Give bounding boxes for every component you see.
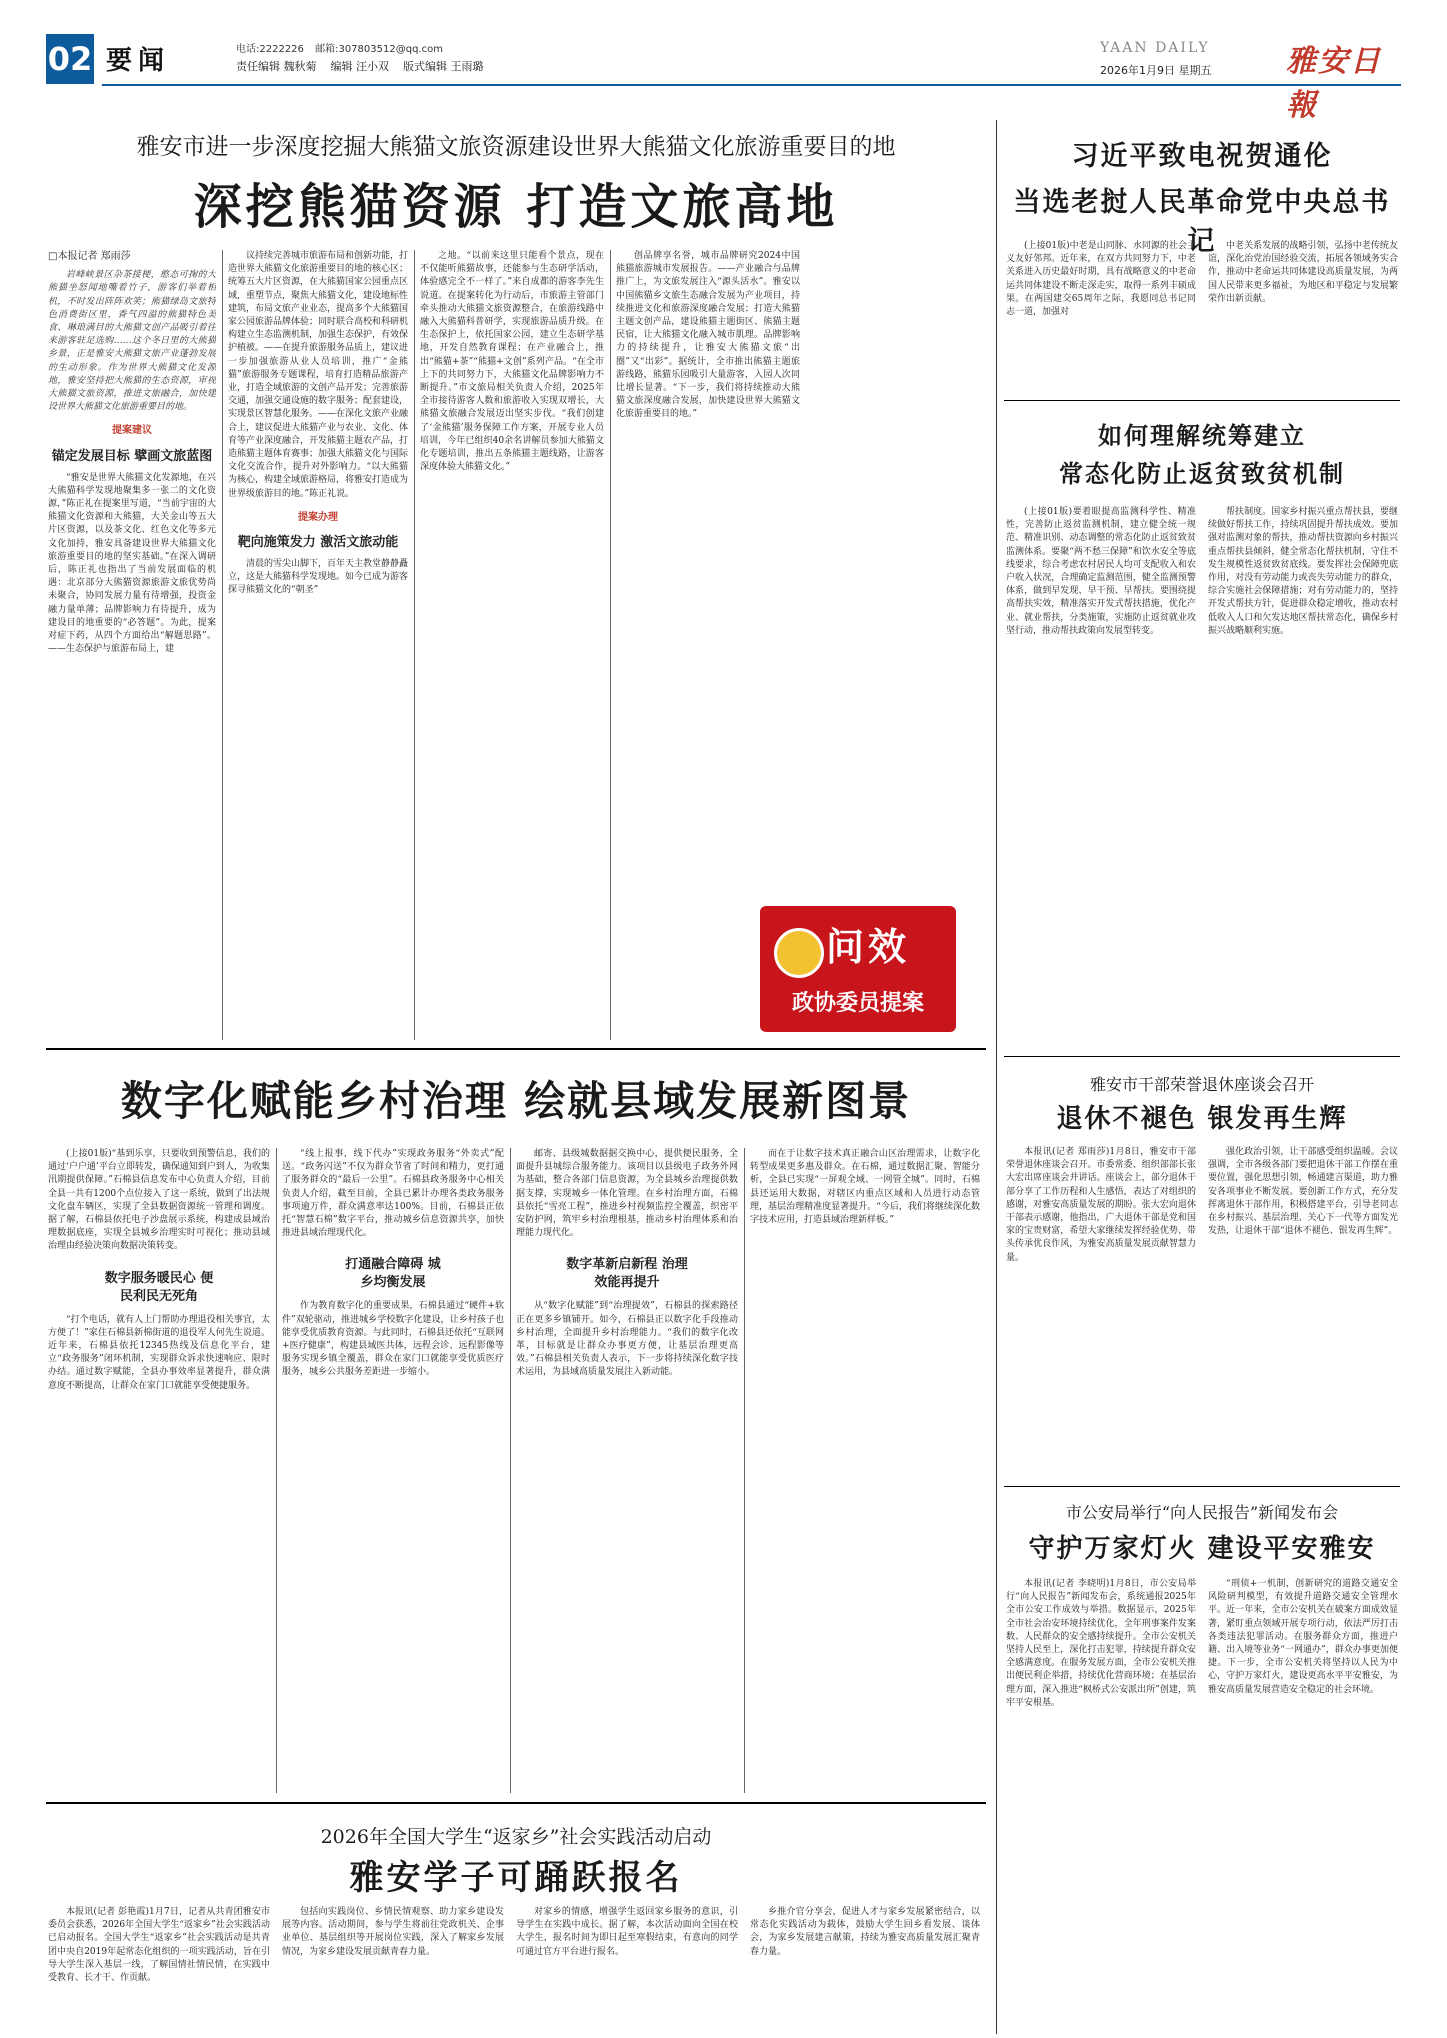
lead-col1-body: “雅安是世界大熊猫文化发源地，在兴大熊猫科学发现地聚集多一张二的文化资源，”陈正礼在提案里写道，“当前宇宙的大熊猫文化资源和大熊猫，大关金山等五大片区资源，以及茶文化、红色文化等多元文化加持，雅安具备建设世界大熊猫文化旅游重要目的地的坚实基础。”在深入调研后，陈正礼也指出了当前发展面临的机遇：北京部分大熊猫资源旅游文旅优势尚未聚合，协同发展力量有待增强，投资金融力量单薄；品牌影响力有待提升，成为建设目的地重要的“必答题”。为此，提案对症下药，从四个方面给出“解题思路”。——生态保护与旅游布局上，建 (48, 472, 216, 655)
lead-col-1 (48, 250, 216, 1040)
side1-body-b: 中老关系发展的战略引领，弘扬中老传统友谊，深化治党治国经验交流，拓展各领域务实合作，推动中老命运共同体建设高质量发展，为两国人民带来更多福祉，为地区和平稳定与发展繁荣作出新贡献。 (1208, 241, 1398, 304)
digital-headline: 数字化赋能乡村治理 绘就县域发展新图景 (120, 1077, 912, 1125)
lead-sub2-title: 靶向施策发力 激活文旅动能 (237, 535, 399, 551)
divider (46, 1048, 986, 1050)
lead-intro: 岩峰峡景区杂茶接梗，憨态可掬的大熊猫坐怒闻地嘴着竹子，游客们举着相机，不时发出阵阵欢笑；熊猫绿岛文旅特色消费街区里，香气四溢的熊猫特色美食、琳琅满目的大熊猫文创产品吸引着往来游客驻足选购……这个冬日里的大熊猫乡景，正是雅安大熊猫文旅产业蓬勃发展的生动形象。作为世界大熊猫文化发源地，雅安坚持把大熊猫的生态资源，审视大熊猫文旅资源，推进文旅融合，加快建设世界大熊猫文化旅游重要目的地。 (48, 270, 216, 413)
police-body-b: “刑侦+一机制，创新研究的道路交通安全风险研判模型，有效提升道路交通安全管理水平。近一年来，全市公安机关在破案方面成效显著，紧盯重点领域开展专项行动，依法严厉打击各类违法犯罪活动。在服务群众方面，推进户籍、出入境等业务“一网通办”，群众办事更加便捷。下一步，全市公安机关将坚持以人民为中心，守护万家灯火，建设更高水平平安雅安，为雅安高质量发展营造安全稳定的社会环境。 (1208, 1579, 1398, 1695)
masthead (46, 34, 1401, 123)
retire-col-a (1006, 1146, 1196, 1476)
lead-col3-body: 之地。“以前来这里只能看个景点，现在不仅能听熊猫故事，还能参与生态研学活动，体验感完全不一样了。”来自成都的游客李先生说道。在提案转化为行动后，市旅游主管部门牵头推动大熊猫文旅资源整合，在旅游线路中融入大熊猫科普研学，实现旅游品质升级。在生态保护上，依托国家公园，建立生态研学基地，开发自然教育课程；在产业融合上，推出“熊猫+茶”“熊猫+文创”系列产品。“在全市上下的共同努力下，大熊猫文化品牌影响力不断提升。”市文旅局相关负责人介绍，2025年全市接待游客人数和旅游收入实现双增长，大熊猫文旅融合发展迈出坚实步伐。“我们创建了‘金熊猫’服务保障工作方案，开展专业人员培训，今年已组织40余名讲解员参加大熊猫文化专题培训，推出五条熊猫主题线路，让游客深度体验大熊猫文化。” (420, 251, 604, 473)
side2-body-b: 帮扶制度。国家乡村振兴重点帮扶县，要继续做好帮扶工作，持续巩固提升帮扶成效。要加强对监测对象的帮扶，推动帮扶资源向乡村振兴重点帮扶县倾斜，健全常态化帮扶机制，守住不发生规模性返贫致贫底线。要发挥社会保障兜底作用，对没有劳动能力或丧失劳动能力的群众，综合实施社会保障措施；对有劳动能力的，坚持开发式帮扶方针，促进群众稳定增收，推动农村低收入人口和欠发达地区帮扶常态化，确保乡村振兴战略顺利实施。 (1208, 507, 1398, 636)
divider (744, 1148, 745, 1793)
side1-title-2: 当选老挝人民革命党中央总书记 (1013, 187, 1391, 257)
section-name: 要闻 (106, 46, 171, 76)
badge-subtitle: 政协委员提案 (791, 991, 924, 1016)
divider (222, 250, 223, 1040)
digital-col4-body: 而在于让数字技术真正融合山区治理需求，让数字化转型成果更多惠及群众。在石棉，通过数据汇聚、智能分析，全县已实现“一屏观全域、一网管全城”。同时，石棉县还运用大数据，对辖区内重点区域和人员进行动态管理，基层治理精准度显著提升。“今后，我们将继续深化数字技术应用，打造县域治理新样板。” (750, 1149, 980, 1226)
lead-sub2-label: 提案办理 (298, 511, 338, 523)
police-kicker: 市公安局举行“向人民报告”新闻发布会 (1065, 1503, 1339, 1522)
divider (1004, 1056, 1400, 1057)
side2-title-1: 如何理解统筹建立 (1098, 422, 1306, 450)
side2-col-a (1006, 506, 1196, 1046)
divider (414, 250, 415, 1040)
digital-sub1: 数字服务暖民心 便民利民无死角 (104, 1270, 214, 1304)
divider (610, 250, 611, 1040)
digital-col1-body: (上接01版)“基到乐享，只要收到预警信息，我们的通过‘户户通’平台立即转发，确保通知到户到人，为收集汛期提供保障。”石棉县信息发布中心负责人介绍，目前全县一共有1200个点位接入了这一系统，做到了出法规文化盘车辆区，实现了全县数据资源统一管理和调度。据了解，石棉县依托电子沙盘展示系统，构建成县域治理数据底座，实现全县城乡治理实时可视化；推动县域治理由经验决策向数据决策转变。 (48, 1149, 270, 1252)
lead-col4-body: 创品牌享名誉，城市品牌研究2024中国熊猫旅游城市发展报告。——产业融合与品牌推广上，为文旅发展注入“源头活水”。雅安以中国熊猫乡文旅生态融合发展为产业项目，持续推进文化和旅游深度融合发展；打造大熊猫主题文创产品，建设熊猫主题街区、熊猫主题民宿，让大熊猫文化融入城市肌理。品牌影响力的持续提升，让雅安大熊猫文旅“出圈”又“出彩”。据统计，全市推出熊猫主题旅游线路，熊猫乐园吸引大量游客，入园人次同比增长显著。“下一步，我们将持续推动大熊猫文旅深度融合发展，加快建设世界大熊猫文化旅游重要目的地。” (616, 251, 800, 420)
digital-col3-body: 邮寄、县级城数据据交换中心，提供便民服务，全面提升县城综合服务能力。该项目以县级电子政务外网为基础，整合各部门信息资源，为全县城乡治理提供数据支撑，实现城乡一体化管理。在乡村治理方面，石棉县依托“雪亮工程”，推进乡村视频监控全覆盖，织密平安防护网，筑牢乡村治理根基，推动乡村治理体系和治理能力现代化。 (516, 1149, 738, 1239)
paper-logo: 雅安日報 (1286, 44, 1382, 123)
digital-col2b-body: 作为教育数字化的重要成果，石棉县通过“硬件+软件”双轮驱动，推进城乡学校数字化建设，让乡村孩子也能享受优质教育资源。与此同时，石棉县还依托“互联网+医疗健康”，构建县域医共体，远程会诊、远程影像等服务实现乡镇全覆盖，群众在家门口就能享受优质医疗服务，城乡公共服务差距进一步缩小。 (282, 1301, 504, 1378)
side2-col-b (1208, 506, 1398, 1046)
side2-body-a: (上接01版)要着眼提高监测科学性、精准性，完善防止返贫监测机制，建立健全统一规范、精准识别、动态调整的常态化防止返贫致贫监测体系。要聚“两不愁三保障”和饮水安全等底线要求，综合考虑农村居民人均可支配收入和农户收入状况，合理确定监测范围，健全监测预警体系，做到早发现、早干预、早帮扶。要围绕提高帮扶实效，精准落实开发式帮扶措施，优化产业、就业帮扶，分类施策，实施防止返贫就业攻坚行动，推动帮扶政策向发展型转变。 (1006, 507, 1196, 636)
student-col1-body: 本报讯(记者 彭艳霞)1月7日，记者从共青团雅安市委员会获悉，2026年全国大学生“返家乡”社会实践活动已启动报名。全国大学生“返家乡”社会实践活动是共青团中央自2019年起常态化组织的一项实践活动，旨在引导大学生深入基层一线，了解国情社情民情，在实践中受教育、长才干、作贡献。 (48, 1907, 270, 1984)
digital-sub3: 数字革新启新程 治理效能再提升 (566, 1257, 688, 1291)
student-headline: 雅安学子可踊跃报名 (349, 1858, 683, 1898)
lead-col-4 (616, 250, 800, 890)
lead-sub1-label: 提案建议 (112, 425, 152, 437)
digital-col2-body: “线上报事，线下代办”实现政务服务“外卖式”配送。“政务闪送”不仅为群众节省了时间和精力，更打通了服务群众的“最后一公里”。石棉县政务服务中心相关负责人介绍，截至目前，全县已累计办理各类政务服务事项逾万件，群众满意率达100%。目前，石棉县正依托“智慧石棉”数字平台，推动城乡信息资源共享，加快推进县域治理现代化。 (282, 1149, 504, 1239)
student-col-4 (750, 1906, 980, 2034)
student-col-3 (516, 1906, 738, 2034)
digital-col3b-body: 从“数字化赋能”到“治理提效”，石棉县的探索路径正在更多乡镇铺开。如今，石棉县正以数字化手段推动乡村治理，全面提升乡村治理能力。“我们的数字化改革，目标就是让群众办事更方便，让基层治理更高效。”石棉县相关负责人表示，下一步将持续深化数字技术运用，为县域高质量发展注入新动能。 (516, 1301, 738, 1378)
lead-sub1-title: 锚定发展目标 擘画文旅蓝图 (51, 448, 213, 464)
divider (276, 1148, 277, 1793)
lead-col-2 (228, 250, 408, 1040)
student-col3-body: 对家乡的情感，增强学生返回家乡服务的意识，引导学生在实践中成长。据了解，本次活动面向全国在校大学生，报名时间为即日起至寒假结束，有意向的同学可通过官方平台进行报名。 (516, 1907, 738, 1957)
lead-col2-body: 议持续完善城市旅游布局和创新功能，打造世界大熊猫文化旅游重要目的地的核心区；统筹五大片区资源，在大熊猫国家公园重点区域，重塑节点，聚焦大熊猫文化，建设地标性建筑，布局文旅产业业态，提高多个大熊猫国家公园旅游品牌体验；同时联合高校和科研机构建立生态监测机制，加强生态保护，有效保护植被。——在提升旅游服务品质上，建议进一步加强旅游从业人员培训，推广“金熊猫”旅游服务专题课程，培育打造精品旅游产业，打造全域旅游的文创产品开发；完善旅游交通，加强交通设施的数字服务；配套建设，实现景区智慧化服务。——在深化文旅产业融合上，建议促进大熊猫产业与农业、文化、体育等产业深度融合，开发熊猫主题农产品，打造熊猫主题体育赛事；加强大熊猫文化与国际文化交流合作，提升对外影响力。“以大熊猫为核心，构建全域旅游格局，将雅安打造成为世界级旅游目的地。”陈正礼说。 (228, 251, 408, 499)
police-col-b (1208, 1578, 1398, 2034)
divider (1004, 1486, 1400, 1487)
digital-sub2: 打通融合障碍 城乡均衡发展 (345, 1257, 441, 1291)
divider (996, 120, 997, 2034)
student-col4-body: 乡推介官分享会，促进人才与家乡发展紧密结合，以常态化实践活动为载体，鼓励大学生回乡看发展、谈体会，为家乡发展建言献策，持续为雅安高质量发展汇聚青春力量。 (750, 1907, 980, 1957)
retire-kicker: 雅安市干部荣誉退休座谈会召开 (1089, 1075, 1314, 1094)
side2-title-2: 常态化防止返贫致贫机制 (1059, 460, 1345, 488)
lead-headline: 深挖熊猫资源 打造文旅高地 (193, 179, 839, 235)
side1-col-a (1006, 240, 1196, 390)
retire-col-b (1208, 1146, 1398, 1476)
student-col-1 (48, 1906, 270, 2034)
badge-title: 问效 (826, 925, 911, 969)
police-body-a: 本报讯(记者 李晓明)1月8日，市公安局举行“向人民报告”新闻发布会，系统通报2025年全市公安工作成效与举措。数据显示，2025年全市社会治安环境持续优化，全年刑事案件发案数、人民群众的安全感持续提升。全市公安机关坚持人民至上，深化打击犯罪，持续提升群众安全感满意度。在服务发展方面，全市公安机关推出便民利企举措，持续优化营商环境；在基层治理方面，深入推进“枫桥式公安派出所”创建，筑牢平安根基。 (1006, 1579, 1196, 1708)
digital-col-1 (48, 1148, 270, 1793)
lead-byline: □本报记者 郑雨莎 (48, 251, 131, 262)
masthead-rule (102, 84, 1401, 86)
digital-col1b-body: “打个电话，就有人上门帮助办理退役相关事宜，太方便了！”家住石棉县新棉街道的退役军人何先生说道。近年来，石棉县依托12345热线及信息化平台，建立“政务服务”闭环机制，实现群众诉求快速响应、限时办结。通过数字赋能，全县办事效率显著提升，群众满意度不断提高，让群众在家门口就能享受便捷服务。 (48, 1314, 270, 1391)
lead-col2b-body: 清晨的雪尖山脚下，百年天主教堂静静矗立，这是大熊猫科学发现地。如今已成为游客探寻熊猫文化的“朝圣” (228, 559, 408, 596)
page-number: 02 (46, 34, 94, 84)
paper-en: YAAN DAILY (1100, 40, 1210, 56)
retire-headline: 退休不褪色 银发再生辉 (1056, 1104, 1348, 1134)
lead-col-3 (420, 250, 604, 1040)
lead-kicker: 雅安市进一步深度挖掘大熊猫文旅资源建设世界大熊猫文化旅游重要目的地 (136, 134, 896, 160)
digital-col-2 (282, 1148, 504, 1793)
student-col2-body: 包括向实践岗位、乡情民情观察、助力家乡建设发展等内容。活动期间，参与学生将前往党政机关、企事业单位、基层组织等开展岗位实践，深入了解家乡发展情况，为家乡建设发展贡献青春力量。 (282, 1907, 504, 1957)
side1-body-a: (上接01版)中老是山同脉、水同源的社会主义友好邻邦。近年来，在双方共同努力下，中老关系进入历史最好时期，具有战略意义的中老命运共同体建设不断走深走实，取得一系列丰硕成果。在两国建交65周年之际，我愿同总书记同志一道，加强对 (1006, 241, 1196, 318)
issue-date: 2026年1月9日 星期五 (1100, 64, 1212, 77)
student-kicker: 2026年全国大学生“返家乡”社会实践活动启动 (320, 1826, 712, 1848)
divider (46, 1802, 986, 1804)
email: 邮箱:307803512@qq.com (315, 44, 443, 55)
retire-body-b: 强化政治引领，让干部感受组织温暖。会议强调，全市各级各部门要把退休干部工作摆在重要位置，强化思想引领，畅通建言渠道，助力雅安各项事业不断发展。要创新工作方式，充分发挥离退休干部作用，积极搭建平台，引导老同志在乡村振兴、基层治理、关心下一代等方面发光发热，让退休干部“退休不褪色、银发再生辉”。 (1208, 1147, 1398, 1237)
side1-col-b (1208, 240, 1398, 390)
side1-title-1: 习近平致电祝贺通伦 (1071, 141, 1333, 172)
police-col-a (1006, 1578, 1196, 2034)
divider (1004, 400, 1400, 401)
divider (510, 1148, 511, 1793)
contact-line (236, 40, 443, 55)
proposal-badge (760, 906, 956, 1032)
phone: 电话:2222226 (236, 44, 304, 55)
police-headline: 守护万家灯火 建设平安雅安 (1028, 1534, 1376, 1564)
student-col-2 (282, 1906, 504, 2034)
digital-col-4 (750, 1148, 980, 1793)
badge-emblem-icon (774, 928, 824, 978)
editors-line: 责任编辑 魏秋菊 编辑 汪小双 版式编辑 王雨璐 (236, 60, 484, 73)
digital-col-3 (516, 1148, 738, 1793)
retire-body-a: 本报讯(记者 郑雨莎)1月8日，雅安市干部荣誉退休座谈会召开。市委常委、组织部部长张大宏出席座谈会并讲话。座谈会上，部分退休干部分享了工作历程和人生感悟，表达了对组织的感谢，对雅安高质量发展的期盼。张大宏向退休干部表示感谢，他指出，广大退休干部是党和国家的宝贵财富，希望大家继续发挥经验优势、带头传承优良作风，为雅安高质量发展贡献智慧力量。 (1006, 1147, 1196, 1263)
